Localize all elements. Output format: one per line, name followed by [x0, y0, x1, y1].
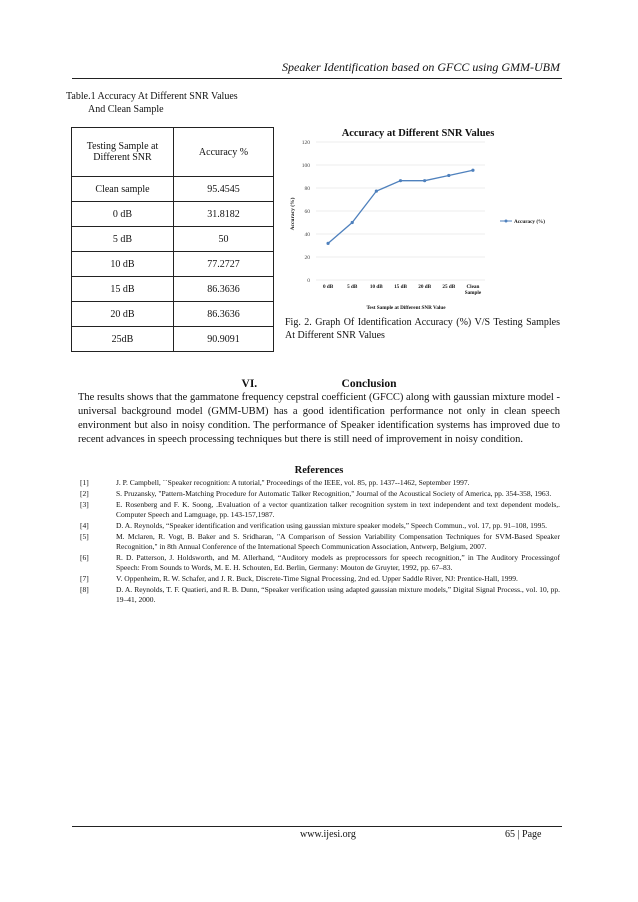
table-cell-accuracy: 95.4545	[174, 177, 274, 202]
reference-number: [8]	[80, 585, 89, 594]
table-row	[72, 252, 274, 277]
table-row	[72, 202, 274, 227]
y-tick-label: 120	[301, 140, 310, 146]
x-tick-label: 25 dB	[442, 284, 456, 290]
figure-caption: Fig. 2. Graph Of Identification Accuracy (%) V/S Testing Samples At Different SNR Values	[285, 317, 560, 341]
y-tick-label: 20	[304, 255, 310, 261]
reference-text: S. Pruzansky, "Pattern-Matching Procedure for Automatic Talker Recognition," Journal of the Acoustical Society of America, pp. 354-358, 1963.	[116, 489, 552, 498]
reference-text: J. P. Campbell, ``Speaker recognition: A tutorial,'' Proceedings of the IEEE, vol. 85, pp. 1437--1462, September 1997.	[116, 478, 470, 487]
table-cell-sample: Clean sample	[72, 177, 174, 202]
reference-number: [5]	[80, 532, 89, 541]
x-tick-label: 5 dB	[347, 284, 358, 290]
conclusion-paragraph: The results shows that the gammatone frequency cepstral coefficient (GFCC) along with gaussian mixture model - universal background model (GMM-UBM) has a good identification performance not only in clean speech environment but also in noisy condition. The performance of Speaker identification systems has improved due to recent advances in speech processing techniques but there is still need of improvement in noisy condition.	[78, 392, 560, 445]
reference-number: [4]	[80, 521, 89, 530]
table-cell-accuracy: 86.3636	[174, 277, 274, 302]
table-cell-accuracy: 50	[174, 227, 274, 252]
table-caption-line2: And Clean Sample	[88, 104, 164, 115]
table-cell-sample: 5 dB	[72, 227, 174, 252]
reference-item	[80, 521, 560, 531]
references-heading: References	[294, 465, 344, 476]
reference-number: [3]	[80, 500, 89, 509]
table-row	[72, 177, 274, 202]
table-cell-sample: 0 dB	[72, 202, 174, 227]
x-tick-label: 10 dB	[369, 284, 383, 290]
data-point	[447, 174, 450, 177]
reference-number: [1]	[80, 478, 89, 487]
data-point	[326, 242, 329, 245]
reference-item	[80, 574, 560, 584]
table-cell-sample: 15 dB	[72, 277, 174, 302]
y-tick-label: 40	[304, 232, 310, 238]
y-tick-label: 100	[301, 163, 310, 169]
table-header-row	[72, 128, 274, 177]
data-point	[399, 179, 402, 182]
x-tick-label: 20 dB	[418, 284, 432, 290]
chart-title: Accuracy at Different SNR Values	[341, 128, 495, 139]
table-cell-accuracy: 31.8182	[174, 202, 274, 227]
x-tick-label: 0 dB	[322, 284, 334, 290]
data-point	[351, 221, 354, 224]
y-tick-label: 80	[304, 186, 310, 192]
x-tick-label: 15 dB	[394, 284, 407, 290]
table-cell-accuracy: 90.9091	[174, 327, 274, 352]
y-axis-label: Accuracy (%)	[290, 197, 296, 231]
data-point	[423, 179, 426, 182]
accuracy-chart	[282, 122, 562, 312]
reference-text: M. Mclaren, R. Vogt, B. Baker and S. Sridharan, "A Comparison of Session Variability Compensation Techniques for SVM-Based Speaker Recognition," in 8th Annual Conference of the International Speech Communication Association, Antwerp, Belgium, 2007.	[116, 532, 560, 551]
x-tick-label: Clean Sample	[464, 284, 482, 296]
reference-item	[80, 478, 560, 488]
reference-item	[80, 585, 560, 605]
reference-number: [6]	[80, 553, 89, 562]
table-caption	[66, 90, 238, 116]
table-header-sample: Testing Sample at Different SNR	[72, 128, 174, 177]
y-tick-label: 0	[307, 278, 310, 284]
section-title: Conclusion	[341, 378, 397, 390]
reference-item	[80, 553, 560, 573]
footer-page-number: 65 | Page	[505, 829, 542, 840]
table-row	[72, 227, 274, 252]
reference-item	[80, 500, 560, 520]
table-row	[72, 302, 274, 327]
accuracy-table	[71, 127, 274, 352]
table-caption-line1: Table.1 Accuracy At Different SNR Values	[66, 91, 238, 102]
references-list	[80, 478, 560, 606]
reference-text: R. D. Patterson, J. Holdsworth, and M. Allerhand, “Auditory models as preprocessors for speech recognition,” in The Auditory Processingof Speech: From Sounds to Words, M. E. H. Schouten, Ed. Berlin, Germany: Mouton de Gruyter, 1992, pp. 67–83.	[116, 553, 560, 572]
reference-number: [7]	[80, 574, 89, 583]
legend-label: Accuracy (%)	[514, 219, 545, 225]
footer-url: www.ijesi.org	[300, 829, 356, 840]
data-point	[375, 190, 378, 193]
table-cell-accuracy: 77.2727	[174, 252, 274, 277]
table-cell-accuracy: 86.3636	[174, 302, 274, 327]
legend-marker	[505, 220, 508, 223]
reference-text: D. A. Reynolds, T. F. Quatieri, and R. B. Dunn, “Speaker verification using adapted gaussian mixture models,” Digital Signal Process., vol. 10, pp. 19–41, 2000.	[116, 585, 560, 604]
table-header-accuracy: Accuracy %	[174, 128, 274, 177]
reference-text: V. Oppenheim, R. W. Schafer, and J. R. Buck, Discrete-Time Signal Processing, 2nd ed. Upper Saddle River, NJ: Prentice-Hall, 1999.	[116, 574, 518, 583]
table-cell-sample: 10 dB	[72, 252, 174, 277]
section-number: VI.	[241, 378, 258, 390]
x-axis-label: Test Sample at Different SNR Value	[366, 305, 446, 311]
y-tick-label: 60	[304, 209, 310, 215]
reference-item	[80, 532, 560, 552]
header-rule	[72, 78, 562, 79]
reference-number: [2]	[80, 489, 89, 498]
running-header: Speaker Identification based on GFCC using GMM-UBM	[282, 60, 560, 74]
reference-item	[80, 489, 560, 499]
data-point	[471, 169, 474, 172]
footer-rule	[72, 826, 562, 827]
table-row	[72, 277, 274, 302]
table-cell-sample: 25dB	[72, 327, 174, 352]
section-heading	[0, 378, 638, 390]
table-cell-sample: 20 dB	[72, 302, 174, 327]
reference-text: E. Rosenberg and F. K. Soong, .Evaluation of a vector quantization talker recognition system in text independent and text dependent models,. Computer Speech and Lamguage, pp. 143-157,1987.	[116, 500, 560, 519]
reference-text: D. A. Reynolds, “Speaker identification and verification using gaussian mixture speaker models,” Speech Commun., vol. 17, pp. 91–108, 1995.	[116, 521, 547, 530]
table-row	[72, 327, 274, 352]
